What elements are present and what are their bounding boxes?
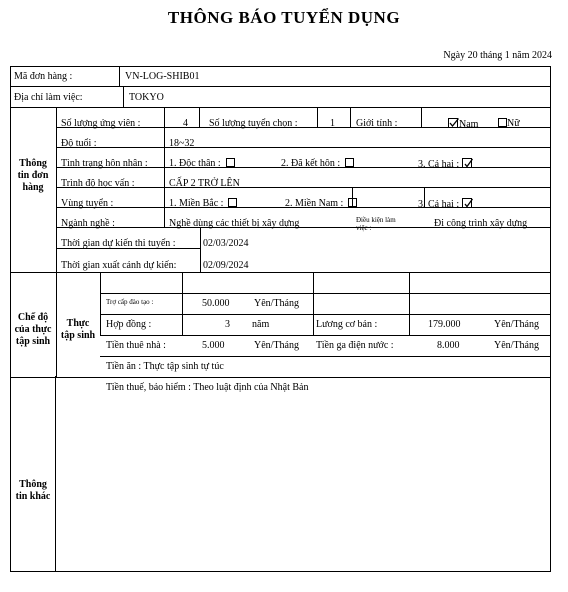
region-north-option[interactable] bbox=[169, 198, 237, 210]
gender-male-label: Nam bbox=[459, 119, 479, 130]
work-address-label: Địa chỉ làm việc: bbox=[14, 92, 83, 103]
job-value: Nghề dùng các thiết bị xây dựng bbox=[169, 218, 300, 229]
housing-label: Tiền thuê nhà : bbox=[106, 340, 166, 351]
marital-both-label: 3. Cả hai : bbox=[418, 159, 460, 170]
gender-label: Giới tính : bbox=[356, 118, 398, 129]
contract-label: Hợp đồng : bbox=[106, 319, 152, 330]
candidates-value: 4 bbox=[183, 118, 188, 129]
salary-amount: 179.000 bbox=[428, 319, 461, 330]
marital-married-checkbox[interactable] bbox=[345, 158, 354, 167]
marital-label: Tình trạng hôn nhân : bbox=[61, 158, 148, 169]
exam-date-label: Thời gian dự kiến thi tuyển : bbox=[61, 238, 176, 249]
utilities-label: Tiền ga điện nước : bbox=[316, 340, 394, 351]
job-label: Ngành nghề : bbox=[61, 218, 115, 229]
marital-married-label: 2. Đã kết hôn : bbox=[281, 158, 341, 169]
education-label: Trình độ học vấn : bbox=[61, 178, 135, 189]
contract-unit: năm bbox=[252, 319, 270, 330]
marital-married-option[interactable] bbox=[281, 158, 354, 170]
salary-unit: Yên/Tháng bbox=[494, 319, 539, 330]
trainee-sub-label: Thực tập sinh bbox=[60, 318, 96, 341]
selected-value: 1 bbox=[330, 118, 335, 129]
allowance-label: Trợ cấp đào tạo : bbox=[106, 298, 154, 306]
departure-date-value: 02/09/2024 bbox=[203, 260, 249, 271]
housing-amount: 5.000 bbox=[202, 340, 225, 351]
region-both-checkbox[interactable] bbox=[462, 198, 473, 208]
trainee-section-label: Chế độ của thực tập sinh bbox=[14, 312, 52, 347]
salary-label: Lương cơ bản : bbox=[316, 319, 378, 330]
gender-female-option[interactable] bbox=[498, 118, 520, 130]
region-both-label: 3. Cả hai : bbox=[418, 199, 460, 210]
region-north-checkbox[interactable] bbox=[228, 198, 237, 207]
allowance-unit: Yên/Tháng bbox=[254, 298, 299, 309]
exam-date-value: 02/03/2024 bbox=[203, 238, 249, 249]
work-condition-value: Đi công trình xây dựng bbox=[434, 218, 528, 229]
order-code-label: Mã đơn hàng : bbox=[14, 71, 73, 82]
region-south-label: 2. Miền Nam : bbox=[285, 198, 344, 209]
meals-text: Tiền ăn : Thực tập sinh tự túc bbox=[106, 361, 224, 372]
region-south-checkbox[interactable] bbox=[348, 198, 357, 207]
other-info-divider bbox=[55, 376, 56, 572]
other-info-section-label: Thông tin khác bbox=[15, 479, 51, 502]
departure-date-label: Thời gian xuất cảnh dự kiến: bbox=[61, 260, 177, 271]
marital-both-option[interactable] bbox=[418, 158, 473, 171]
order-code-value: VN-LOG-SHIB01 bbox=[125, 71, 200, 82]
marital-single-label: 1. Độc thân : bbox=[169, 158, 221, 169]
gender-female-checkbox[interactable] bbox=[498, 118, 507, 127]
document-date: Ngày 20 tháng 1 năm 2024 bbox=[443, 50, 552, 61]
order-info-section-label: Thông tin đơn hàng bbox=[17, 158, 49, 193]
candidates-label: Số lượng ứng viên : bbox=[61, 118, 141, 129]
marital-single-checkbox[interactable] bbox=[226, 158, 235, 167]
age-label: Độ tuổi : bbox=[61, 138, 97, 149]
gender-female-label: Nữ bbox=[507, 118, 520, 129]
gender-male-option[interactable] bbox=[448, 118, 478, 131]
utilities-unit: Yên/Tháng bbox=[494, 340, 539, 351]
tax-text: Tiền thuế, bảo hiểm : Theo luật định của Nhật Bản bbox=[106, 382, 309, 393]
region-south-option[interactable] bbox=[285, 198, 357, 210]
work-condition-label: Điều kiện làm việc : bbox=[356, 216, 396, 232]
housing-unit: Yên/Tháng bbox=[254, 340, 299, 351]
education-value: CẤP 2 TRỞ LÊN bbox=[169, 178, 240, 189]
age-value: 18~32 bbox=[169, 138, 195, 149]
document-title: THÔNG BÁO TUYỂN DỤNG bbox=[167, 8, 401, 27]
utilities-amount: 8.000 bbox=[437, 340, 460, 351]
region-both-option[interactable] bbox=[418, 198, 473, 211]
work-address-value: TOKYO bbox=[129, 92, 164, 103]
region-label: Vùng tuyển : bbox=[61, 198, 114, 209]
allowance-amount: 50.000 bbox=[202, 298, 230, 309]
gender-male-checkbox[interactable] bbox=[448, 118, 459, 128]
marital-single-option[interactable] bbox=[169, 158, 235, 170]
selected-label: Số lượng tuyển chọn : bbox=[209, 118, 298, 129]
region-north-label: 1. Miền Bắc : bbox=[169, 198, 224, 209]
marital-both-checkbox[interactable] bbox=[462, 158, 473, 168]
contract-amount: 3 bbox=[225, 319, 230, 330]
